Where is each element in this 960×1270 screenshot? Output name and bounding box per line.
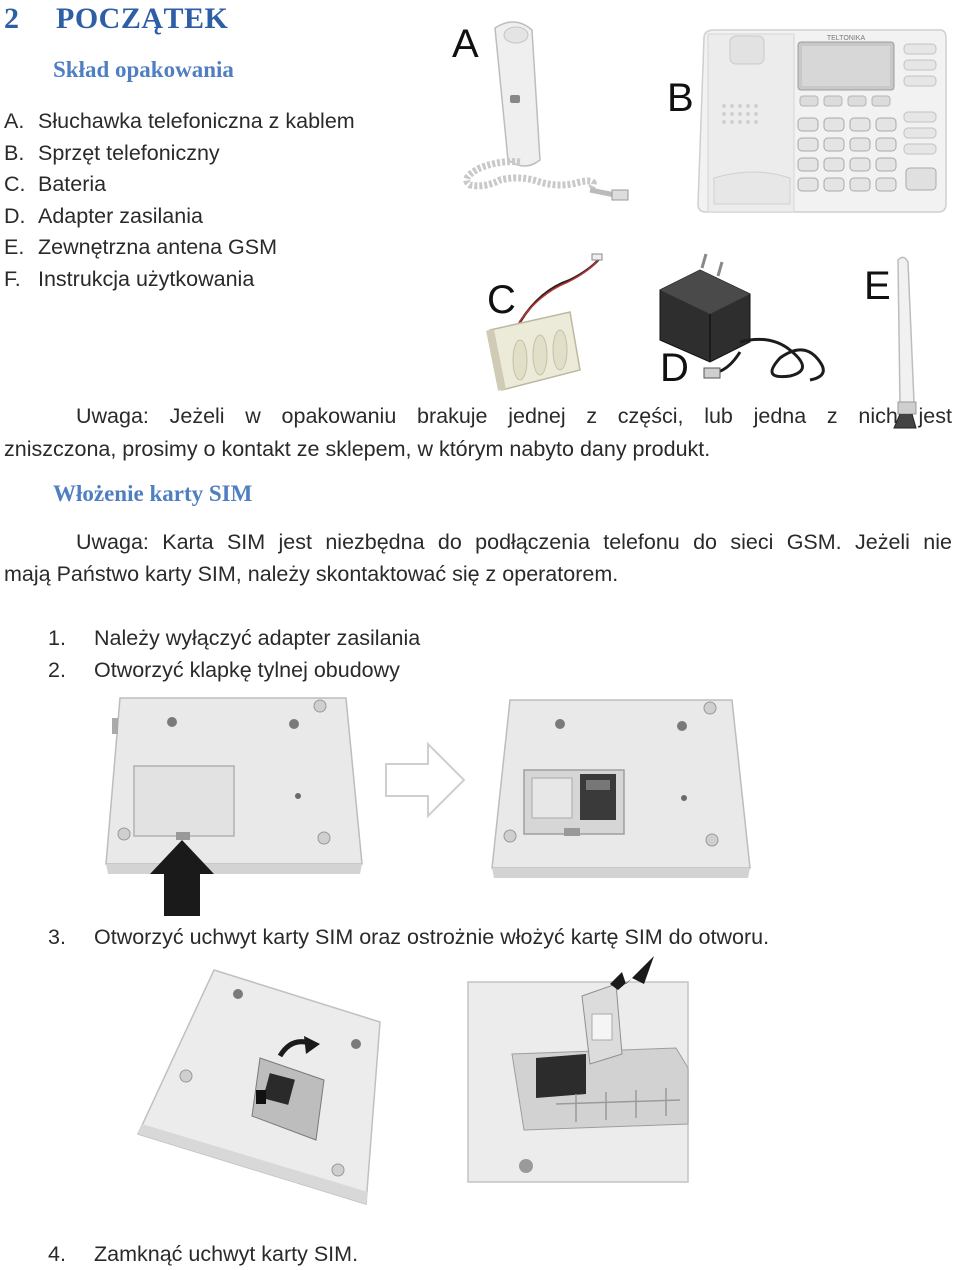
handset-illustration	[440, 10, 660, 210]
phone-back-open-illustration	[484, 694, 756, 884]
right-arrow-icon	[384, 742, 466, 818]
photo-label-c: C	[487, 278, 516, 322]
photo-label-a: A	[452, 22, 479, 66]
package-contents-heading: Skład opakowania	[53, 57, 234, 82]
sim-card-insert-illustration	[466, 954, 690, 1184]
sim-note-line-1: Uwaga: Karta SIM jest niezbędna do podłączenia telefonu do sieci GSM. Jeżeli nie	[76, 530, 952, 554]
list-item: 3. Otworzyć uchwyt karty SIM oraz ostrożnie włożyć kartę SIM do otworu.	[48, 925, 770, 949]
photo-label-d: D	[660, 346, 689, 390]
sim-steps-list-final	[48, 1238, 358, 1270]
brand-logo-text: TELTONIKA	[826, 35, 866, 42]
power-adapter-illustration	[640, 250, 840, 390]
package-note-line-1: Uwaga: Jeżeli w opakowaniu brakuje jednej z części, lub jedna z nich jest	[76, 404, 952, 428]
list-item: D. Adapter zasilania	[4, 203, 203, 228]
list-item: C. Bateria	[4, 172, 107, 197]
sim-insertion-heading: Włożenie karty SIM	[53, 481, 253, 506]
list-item: 4. Zamknąć uchwyt karty SIM.	[48, 1242, 359, 1266]
list-item: B. Sprzęt telefoniczny	[4, 140, 220, 165]
sim-steps-list-continued	[48, 921, 769, 953]
photo-label-b: B	[667, 76, 694, 120]
package-note-line-2: zniszczona, prosimy o kontakt ze sklepem, w którym nabyto dany produkt.	[4, 437, 711, 461]
section-heading	[4, 2, 228, 36]
battery-illustration	[480, 250, 620, 400]
list-item: E. Zewnętrzna antena GSM	[4, 235, 278, 260]
phone-back-closed-illustration	[98, 694, 374, 916]
list-item: A. Słuchawka telefoniczna z kablem	[4, 109, 355, 133]
desk-phone-illustration	[694, 28, 950, 214]
list-item: 2. Otworzyć klapkę tylnej obudowy	[48, 658, 400, 682]
photo-label-e: E	[864, 264, 891, 308]
package-contents-list	[4, 106, 355, 296]
section-number: 2	[4, 2, 20, 35]
list-item: F. Instrukcja użytkowania	[4, 266, 255, 291]
sim-note-line-2: mają Państwo karty SIM, należy skontaktować się z operatorem.	[4, 562, 619, 586]
list-item: 1. Należy wyłączyć adapter zasilania	[48, 626, 421, 650]
section-title: POCZĄTEK	[56, 2, 229, 35]
sim-holder-open-illustration	[128, 964, 386, 1208]
sim-steps-list	[48, 622, 420, 686]
